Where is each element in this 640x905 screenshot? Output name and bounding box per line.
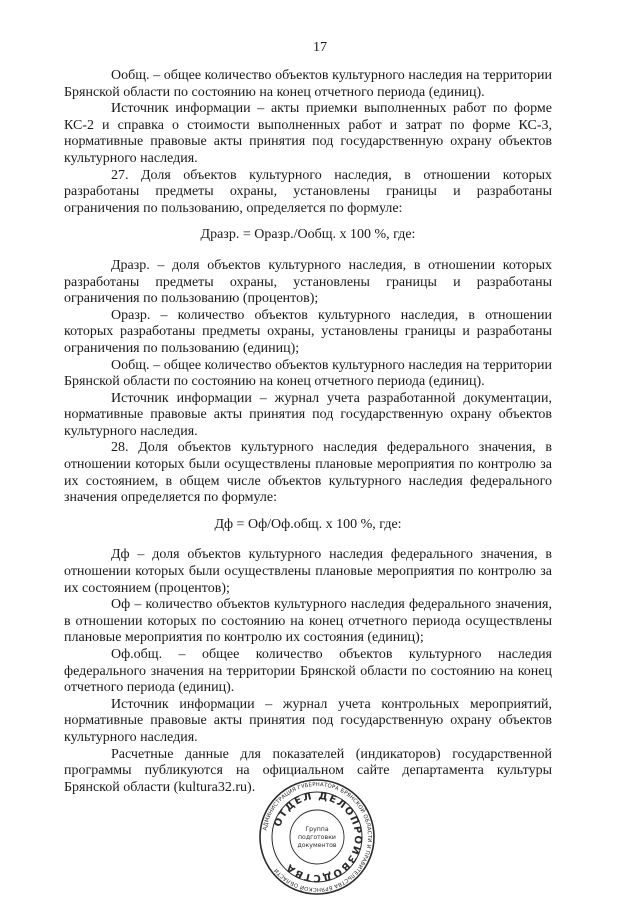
stamp-outer-ring-text: АДМИНИСТРАЦИЯ ГУБЕРНАТОРА БРЯНСКОЙ ОБЛАСТИ И ПРАВИТЕЛЬСТВА БРЯНСКОЙ ОБЛАСТИ [262,781,373,893]
stamp-center-line: подготовки [298,834,336,841]
stamp-inner-ring-text: ОТДЕЛ ДЕЛОПРОИЗВОДСТВА [272,790,364,884]
paragraph: Дф – доля объектов культурного наследия федерального значения, в отношении которых были осуществлены плановые мероприятия по контролю за их состоянием (процентов); [64,547,552,596]
office-stamp [258,778,376,896]
paragraph: Источник информации – журнал учета контрольных мероприятий, нормативные правовые акты принятия под государственную охрану объектов культурного наследия. [64,696,552,745]
paragraph: Источник информации – журнал учета разработанной документации, нормативные правовые акты принятия под государственную охрану объектов культурного наследия. [64,390,552,439]
paragraph: Дразр. – доля объектов культурного наследия, в отношении которых разработаны предметы охраны, установлены границы и разработаны ограничения по пользованию (процентов); [64,257,552,307]
paragraph: Оoбщ. – общее количество объектов культурного наследия на территории Брянской области по состоянию на конец отчетного периода (единиц). [64,357,552,390]
paragraph: Оф.общ. – общее количество объектов культурного наследия федерального значения на территории Брянской области по состоянию на конец отчетного периода (единиц). [64,647,552,696]
formula: Дф = Оф/Оф.общ. x 100 %, где: [214,516,402,532]
document-body [64,68,552,796]
paragraph: Оразр. – количество объектов культурного наследия, в отношении которых разработаны предметы охраны, установлены границы и разработаны ограничения по пользованию (единиц); [64,307,552,356]
page-number: 17 [313,40,327,55]
paragraph: Расчетные данные для показателей (индикаторов) государственной программы публикуются на официальном сайте департамента культуры Брянской области (kultura32.ru). [64,746,552,795]
paragraph: Оoбщ. – общее количество объектов культурного наследия на территории Брянской области по состоянию на конец отчетного периода (единиц). [64,68,552,100]
paragraph: Источник информации – акты приемки выполненных работ по форме КС-2 и справка о стоимости выполненных работ и затрат по форме КС-3, нормативные правовые акты принятия под государственную охрану объектов культурного наследия. [64,101,552,166]
formula: Дразр. = Оразр./Оoбщ. x 100 %, где: [200,227,416,243]
paragraph: Оф – количество объектов культурного наследия федерального значения, в отношении которых по состоянию на конец отчетного периода осуществлены плановые мероприятия по контролю их состояния (единиц); [64,597,552,646]
paragraph: 27. Доля объектов культурного наследия, в отношении которых разработаны предметы охраны, установлены границы и разработаны ограничения по пользованию, определяется по формуле: [64,167,552,216]
stamp-center-line: документов [297,842,337,849]
paragraph: 28. Доля объектов культурного наследия федерального значения, в отношении которых были осуществлены плановые мероприятия по контролю за их состоянием, в общем числе объектов культурного наследия федерального значения определяется по формуле: [64,440,552,506]
stamp-center-line: Группа [305,826,329,833]
